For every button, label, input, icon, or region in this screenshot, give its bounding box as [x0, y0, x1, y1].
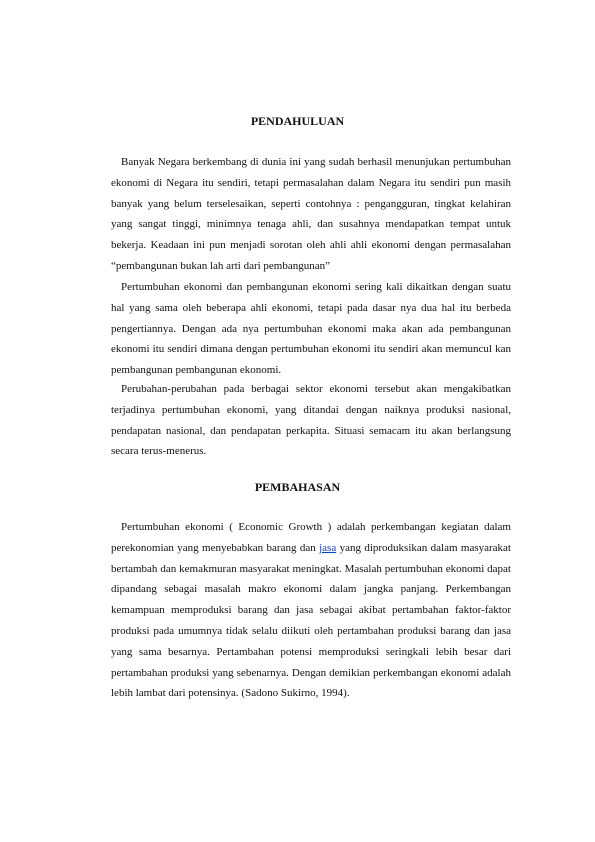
paragraph-text-before-link: Pertumbuhan ekonomi ( Economic Growth ) adalah perkembangan kegiatan dalam perekonomian yang menyebabkan barang dan: [111, 521, 511, 554]
heading-pendahuluan: PENDAHULUAN: [250, 114, 345, 128]
paragraph-pendahuluan-2: Pertumbuhan ekonomi dan pembangunan ekonomi sering kali dikaitkan dengan suatu hal yang sama oleh beberapa ahli ekonomi, tetapi pada dasar nya dua hal itu berbeda pengertiannya. Dengan ada nya pertumbuhan ekonomi maka akan ada pembangunan ekonomi itu sendiri dimana dengan pertumbuhan ekonomi itu sendiri akan memuncul kan pembangunan pembangunan ekonomi.: [111, 281, 511, 377]
jasa-link[interactable]: jasa: [319, 541, 337, 554]
paragraph-pendahuluan-1: Banyak Negara berkembang di dunia ini yang sudah berhasil menunjukan pertumbuhan ekonomi di Negara itu sendiri, tetapi permasalahan dalam Negara itu sendiri pun masih banyak yang belum terselesaikan, seperti contohnya : pengangguran, tingkat kelahiran yang sangat tinggi, minimnya tenaga ahli, dan susahnya mendapatkan tempat untuk bekerja. Keadaan ini pun menjadi sorotan oleh ahli ahli ekonomi dengan permasalahan “pembangunan bukan lah arti dari pembangunan”: [111, 156, 511, 272]
heading-pembahasan: PEMBAHASAN: [254, 480, 341, 494]
paragraph-pembahasan-1: [111, 517, 511, 704]
paragraph-text-after-link: yang diproduksikan dalam masyarakat bertambah dan kemakmuran masyarakat meningkat. Masalah pertumbuhan ekonomi dapat dipandang sebagai masalah makro ekonomi dalam jangka panjang. Perkembangan kemampuan memproduksi barang dan jasa sebagai akibat pertambahan faktor-faktor produksi pada umumnya tidak selalu diikuti oleh pertambahan produksi barang dan jasa yang sama besarnya. Pertambahan potensi memproduksi seringkali lebih besar dari pertambahan produksi yang sebenarnya. Dengan demikian perkembangan ekonomi adalah lebih lambat dari potensinya. (Sadono Sukirno, 1994).: [111, 541, 511, 700]
paragraph-pendahuluan-3: Perubahan-perubahan pada berbagai sektor ekonomi tersebut akan mengakibatkan terjadinya pertumbuhan ekonomi, yang ditandai dengan naiknya produksi nasional, pendapatan nasional, dan pendapatan perkapita. Situasi semacam itu akan berlangsung secara terus-menerus.: [111, 383, 511, 458]
